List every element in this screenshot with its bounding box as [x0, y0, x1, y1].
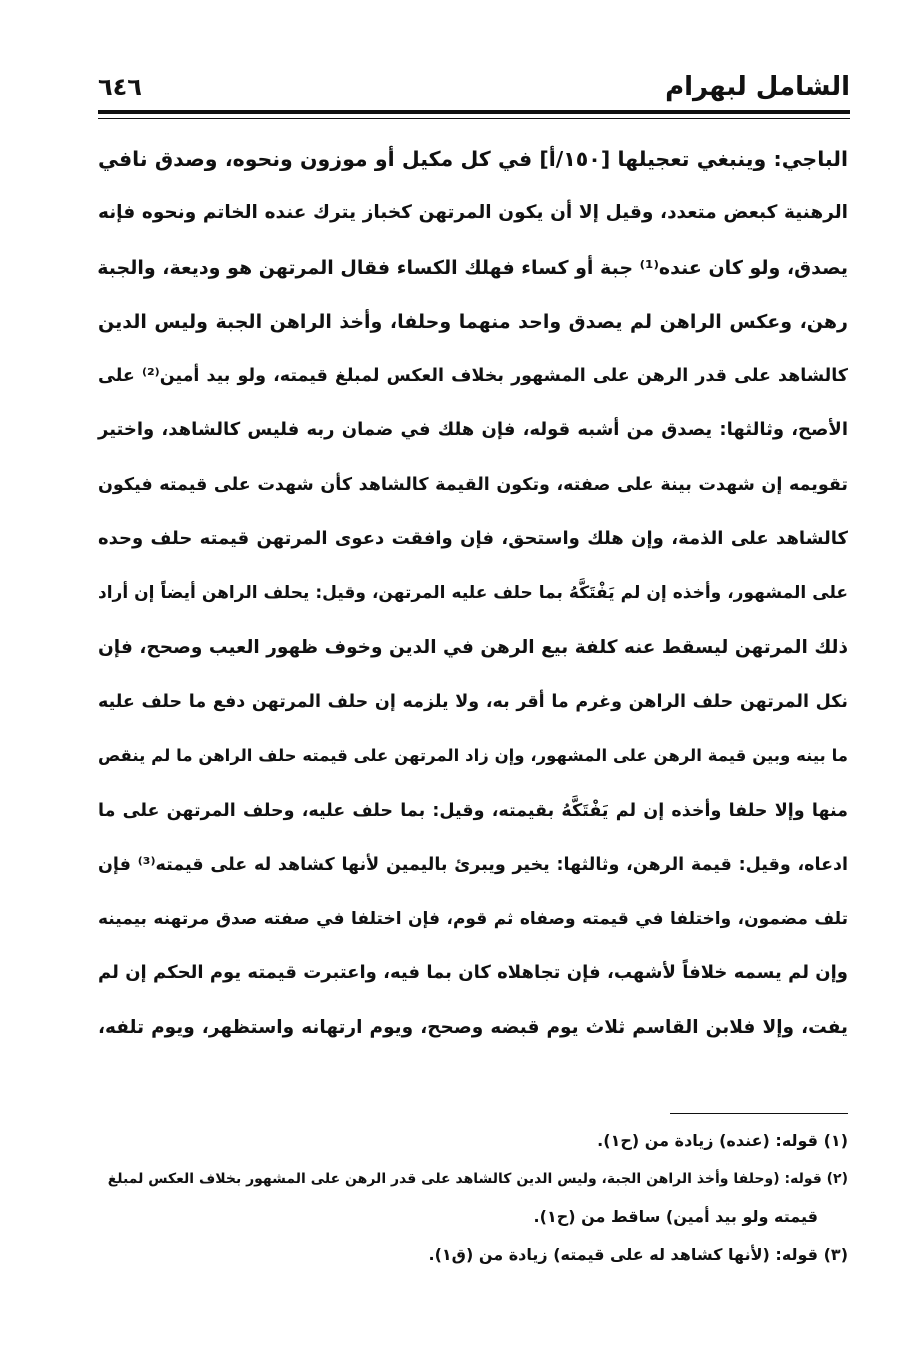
footnotes	[98, 1122, 848, 1274]
footnote-2-continued: قيمته ولو بيد أمين) ساقط من (ح١).	[533, 1207, 818, 1226]
page-title: الشامل لبهرام	[665, 72, 850, 102]
page-number: ٦٤٦	[98, 73, 142, 101]
body-line: يفت، وإلا فلابن القاسم ثلاث يوم قبضه وصحح، ويوم ارتهانه واستظهر، ويوم تلفه،	[98, 1016, 848, 1038]
body-line: كالشاهد على الذمة، وإن هلك واستحق، فإن وافقت دعوى المرتهن قيمته حلف وحده	[98, 528, 848, 550]
footnote-2: (٢) قوله: (وحلفا وأخذ الراهن الجبة، وليس الدين كالشاهد على قدر الرهن على المشهور بخلاف العكس لمبلغ	[107, 1171, 848, 1187]
footnote-separator	[670, 1113, 848, 1114]
body-line: منها وإلا حلفا وأخذه إن لم يَفْتَكَّهُ بقيمته، وقيل: بما حلف عليه، وحلف المرتهن على ما	[98, 800, 848, 821]
body-line: الرهنية كبعض متعدد، وقيل إلا أن يكون المرتهن كخباز يترك عنده الخاتم ونحوه فإنه	[98, 202, 848, 224]
header-rule-thick	[98, 110, 850, 114]
body-line: ادعاه، وقيل: قيمة الرهن، وثالثها: يخير ويبرئ باليمين لأنها كشاهد له على قيمته⁽³⁾ فإن	[98, 854, 848, 875]
body-line: وإن لم يسمه خلافاً لأشهب، فإن تجاهلاه كان بما فيه، واعتبرت قيمته يوم الحكم إن لم	[98, 962, 848, 984]
footnote-1: (١) قوله: (عنده) زيادة من (ح١).	[597, 1131, 848, 1150]
body-line: الباجي: وينبغي تعجيلها [١٥٠/أ] في كل مكيل أو موزون ونحوه، وصدق نافي	[98, 147, 849, 171]
body-line: يصدق، ولو كان عنده⁽¹⁾ جبة أو كساء فهلك الكساء فقال المرتهن هو وديعة، والجبة	[97, 256, 848, 279]
body-line: رهن، وعكس الراهن لم يصدق واحد منهما وحلفا، وأخذ الراهن الجبة وليس الدين	[98, 310, 848, 333]
body-line: نكل المرتهن حلف الراهن وغرم ما أقر به، ولا يلزمه إن حلف المرتهن دفع ما حلف عليه	[98, 691, 848, 712]
body-line: الأصح، وثالثها: يصدق من أشبه قوله، فإن هلك في ضمان ربه فليس كالشاهد، واختير	[98, 419, 848, 441]
header-rule-thin	[98, 118, 850, 119]
body-line: كالشاهد على قدر الرهن على المشهور بخلاف العكس لمبلغ قيمته، ولو بيد أمين⁽²⁾ على	[98, 366, 848, 387]
page-header	[98, 62, 850, 104]
body-line: ما بينه وبين قيمة الرهن على المشهور، وإن زاد المرتهن على قيمته حلف الراهن ما لم ينقص	[98, 746, 848, 766]
body-line: تلف مضمون، واختلفا في قيمته وصفاه ثم قوم، فإن اختلفا في صفته صدق مرتهنه بيمينه	[98, 909, 848, 930]
body-line: على المشهور، وأخذه إن لم يَفْتَكَّهُ بما حلف عليه المرتهن، وقيل: يحلف الراهن أيضاً إن أراد	[98, 583, 848, 604]
body-text	[98, 132, 848, 1055]
footnote-3: (٣) قوله: (لأنها كشاهد له على قيمته) زيادة من (ق١).	[428, 1245, 848, 1264]
body-line: ذلك المرتهن ليسقط عنه كلفة بيع الرهن في الدين وخوف ظهور العيب وصحح، فإن	[98, 636, 848, 658]
body-line: تقويمه إن شهدت بينة على صفته، وتكون القيمة كالشاهد كأن شهدت على قيمته فيكون	[98, 474, 848, 495]
